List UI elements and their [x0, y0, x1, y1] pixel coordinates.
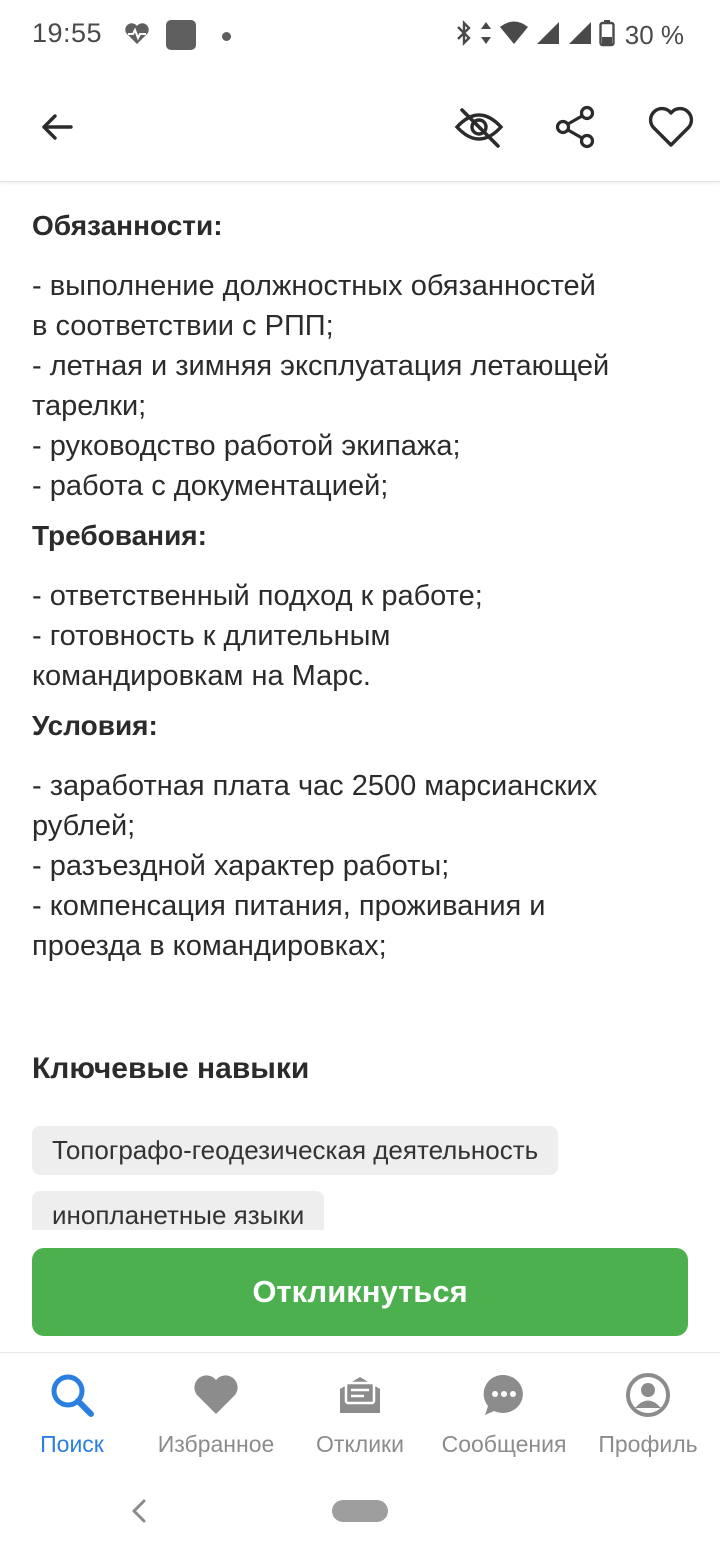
- text-line: - ответственный подход к работе;: [32, 580, 483, 612]
- share-button[interactable]: [548, 100, 602, 154]
- status-icons: [455, 18, 684, 52]
- system-navigation: [0, 1472, 720, 1560]
- nav-label: Сообщения: [441, 1431, 567, 1457]
- status-time: 19:55: [32, 18, 103, 48]
- nav-search[interactable]: [0, 1369, 144, 1458]
- skill-chip: Топографо-геодезическая деятельность: [32, 1126, 558, 1175]
- text-line: - работа с документацией;: [32, 470, 389, 502]
- system-back-icon[interactable]: [126, 1496, 152, 1531]
- nav-label: Отклики: [316, 1431, 404, 1457]
- back-arrow-icon: [37, 107, 77, 147]
- share-icon: [552, 104, 598, 150]
- wifi-icon: [499, 20, 529, 51]
- text-line: в соответствии с РПП;: [32, 310, 334, 342]
- chat-icon: [480, 1371, 528, 1419]
- apply-button[interactable]: Откликнуться: [32, 1248, 688, 1336]
- vacancy-description: [32, 200, 692, 970]
- heart-monitor-icon: [124, 22, 150, 51]
- signal-icon: [535, 20, 561, 51]
- responses-icon: [336, 1371, 384, 1419]
- text-line: тарелки;: [32, 390, 147, 422]
- system-home-pill[interactable]: [332, 1500, 388, 1522]
- bluetooth-icon: [455, 19, 473, 52]
- text-line: - заработная плата час 2500 марсианских: [32, 770, 598, 802]
- text-line: командировкам на Марс.: [32, 660, 371, 692]
- skill-chip: инопланетные языки: [32, 1191, 324, 1230]
- nav-responses[interactable]: [288, 1369, 432, 1458]
- section-duties: [32, 200, 692, 506]
- nav-favorites[interactable]: [144, 1369, 288, 1458]
- nav-profile[interactable]: [576, 1369, 720, 1458]
- data-arrows-icon: [479, 19, 493, 52]
- heart-icon: [192, 1373, 240, 1417]
- eye-off-icon: [453, 101, 505, 153]
- search-icon: [48, 1371, 96, 1419]
- skills-title: Ключевые навыки: [32, 1052, 310, 1085]
- heart-outline-icon: [647, 105, 695, 149]
- battery-percent: 30 %: [624, 19, 684, 50]
- dot-icon: [222, 32, 231, 41]
- status-bar: [0, 0, 720, 72]
- nav-label: Поиск: [40, 1431, 104, 1457]
- text-line: - готовность к длительным: [32, 620, 391, 652]
- profile-icon: [624, 1371, 672, 1419]
- section-body: [32, 576, 692, 696]
- skills-list: [32, 1126, 692, 1230]
- top-app-bar: [0, 72, 720, 182]
- favorite-button[interactable]: [644, 100, 698, 154]
- section-title: Требования:: [32, 520, 207, 551]
- hide-vacancy-button[interactable]: [452, 100, 506, 154]
- section-body: [32, 266, 692, 506]
- app-square-icon: [166, 20, 196, 50]
- section-conditions: [32, 700, 692, 966]
- text-line: рублей;: [32, 810, 136, 842]
- text-line: - летная и зимняя эксплуатация летающей: [32, 350, 610, 382]
- nav-label: Профиль: [598, 1431, 698, 1457]
- section-title: Обязанности:: [32, 210, 223, 241]
- section-requirements: [32, 510, 692, 696]
- text-line: - выполнение должностных обязанностей: [32, 270, 596, 302]
- bottom-navigation: [0, 1352, 720, 1472]
- battery-icon: [599, 19, 615, 52]
- signal-icon: [567, 20, 593, 51]
- nav-messages[interactable]: [432, 1369, 576, 1458]
- text-line: - разъездной характер работы;: [32, 850, 450, 882]
- text-line: проезда в командировках;: [32, 930, 387, 962]
- section-body: [32, 766, 692, 966]
- nav-label: Избранное: [157, 1431, 275, 1457]
- text-line: - компенсация питания, проживания и: [32, 890, 546, 922]
- back-button[interactable]: [30, 100, 84, 154]
- text-line: - руководство работой экипажа;: [32, 430, 461, 462]
- section-title: Условия:: [32, 710, 158, 741]
